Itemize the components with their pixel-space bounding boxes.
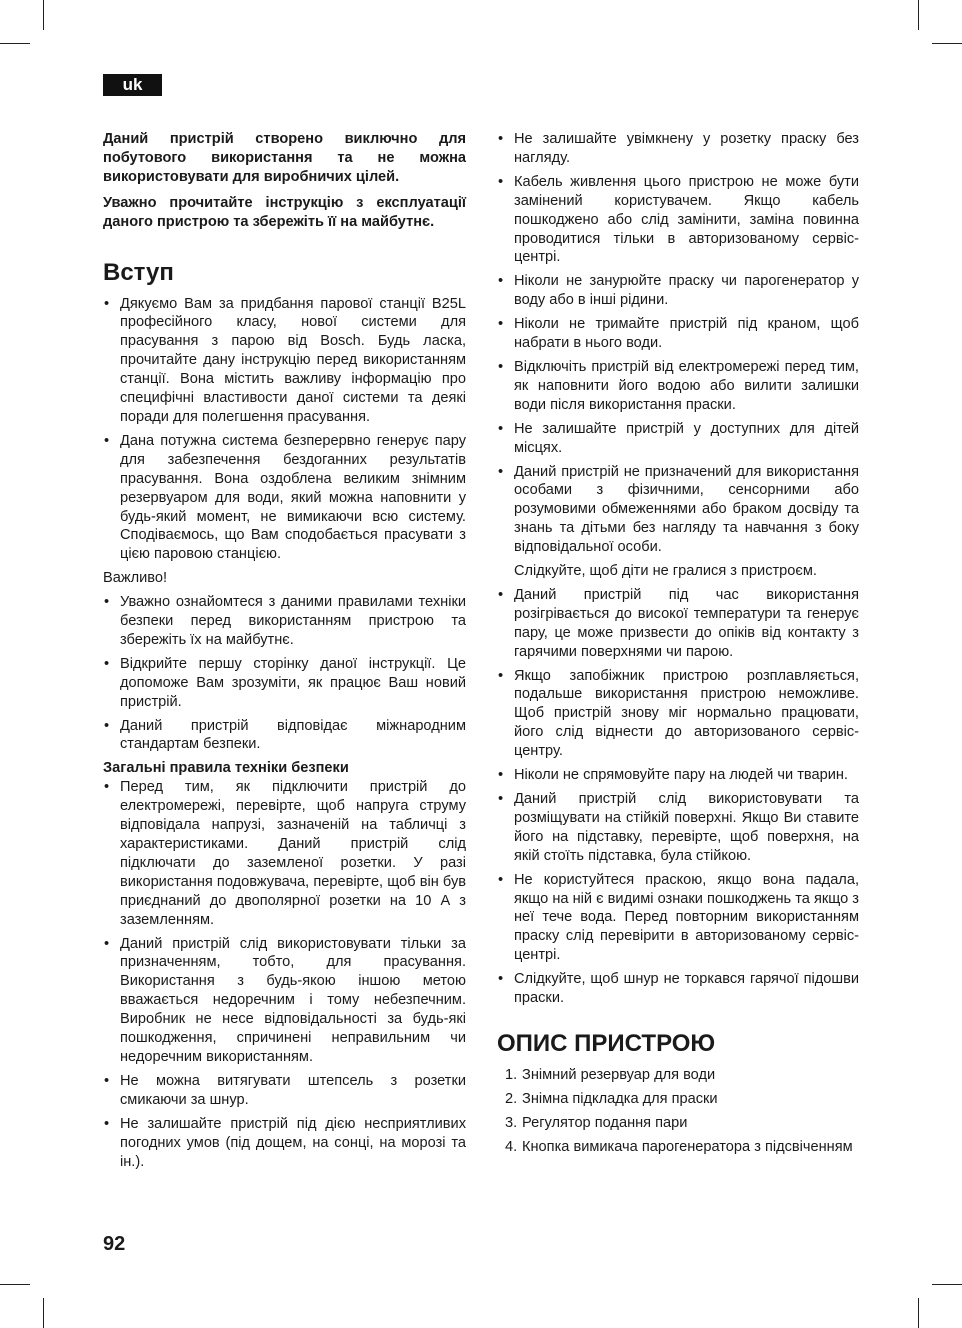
list-item: • Якщо запобіжник пристрою розплавляється, подальше використання пристрою неможливе. Щоб пристрій знову міг нормально працювати, його слід віднести до авторизованого сервіс-центру. <box>497 667 859 762</box>
list-item: • Ніколи не тримайте пристрій під краном, щоб набрати в нього води. <box>497 315 859 353</box>
list-item: • Даний пристрій слід використовувати тільки за призначенням, тобто, для прасування. Використання з будь-якою іншою метою вважається недоречним і тому небезпечним. Виробник не несе відповідальності за будь-які пошкодження, спричинені неправильним чи недоречним використанням. <box>103 935 466 1067</box>
list-item: • Дана потужна система безперервно генерує пару для забезпечення бездоганних результатів прасування. Вона оздоблена великим знімним резервуаром для води, який можна наповнити у будь-який момент, не вимикаючи всю систему. Сподіваємось, що Вам сподобається прасувати з цією паровою станцією. <box>103 432 466 564</box>
item-number: 2. <box>505 1090 518 1107</box>
item-text: Знімна підкладка для праски <box>522 1090 718 1107</box>
page-number: 92 <box>103 1233 126 1255</box>
language-tag: uk <box>103 74 162 96</box>
list-item: • Не можна витягувати штепсель з розетки смикаючи за шнур. <box>103 1072 466 1110</box>
list-item <box>497 1138 859 1157</box>
intro-paragraph-2: Уважно прочитайте інструкцію з експлуатації даного пристрою та збережіть її на майбутнє. <box>103 194 466 230</box>
list-item <box>497 1090 859 1109</box>
list-item: • Уважно ознайомтеся з даними правилами техніки безпеки перед використанням пристрою та збережіть їх на майбутнє. <box>103 593 466 650</box>
item-number: 4. <box>505 1138 518 1155</box>
list-item <box>497 1114 859 1133</box>
safety-heading: Загальні правила техніки безпеки <box>103 760 349 777</box>
item-text: Знімний резервуар для води <box>522 1066 716 1083</box>
device-parts-list <box>497 1066 859 1157</box>
vstup-list <box>103 295 466 565</box>
item-number: 3. <box>505 1114 518 1131</box>
list-item: • Дякуємо Вам за придбання парової станції B25L професійного класу, нової системи для прасування з парою від Bosch. Будь ласка, прочитайте дану інструкцію перед використанням станції. Вона містить важливу інформацію про специфічні властивости даної системи та деякі поради для полегшення прасування. <box>103 295 466 427</box>
list-item: • Не залишайте пристрій під дією несприятливих погодних умов (під дощем, на сонці, на морозі та ін.). <box>103 1115 466 1172</box>
item-text: Регулятор подання пари <box>522 1114 688 1131</box>
section-title-device: ОПИС ПРИСТРОЮ <box>497 1029 716 1057</box>
important-label: Важливо! <box>103 570 168 587</box>
section-title-vstup: Вступ <box>103 258 174 286</box>
list-item <box>497 1066 859 1085</box>
list-item: • Відключіть пристрій від електромережі перед тим, як наповнити його водою або вилити залишки води після використання праски. <box>497 358 859 415</box>
crop-mark-bottom-left-v <box>43 1298 44 1328</box>
list-item: • Кабель живлення цього пристрою не може бути замінений користувачем. Якщо кабель пошкоджено або слід замінити, заміна повинна проводитися тільки в авторизованому сервіс-центрі. <box>497 173 859 268</box>
left-column <box>103 130 466 1176</box>
list-item: • Не користуйтеся праскою, якщо вона падала, якщо на ній є видимі ознаки пошкоджень та якщо з неї тече вода. Перед повторним використанням праску слід перевірити в авторизованому сервіс-центрі. <box>497 871 859 966</box>
list-item: • Даний пристрій під час використання розігрівається до високої температури та генерує пару, це може призвести до опіків від контакту з гарячими поверхнями чи парою. <box>497 586 859 662</box>
list-item: • Ніколи не спрямовуйте пару на людей чи тварин. <box>497 766 859 785</box>
list-item: • Даний пристрій слід використовувати та розміщувати на стійкій поверхні. Якщо Ви ставите його на підставку, перевірте, щоб поверхня, на якій стоїть підставка, була стійкою. <box>497 790 859 866</box>
list-item: • Відкрийте першу сторінку даної інструкції. Це допоможе Вам зрозуміти, як працює Ваш новий пристрій. <box>103 655 466 712</box>
safety-list-right-a <box>497 130 859 557</box>
crop-mark-bottom-left-h <box>0 1284 30 1285</box>
crop-mark-bottom-right-v <box>918 1298 919 1328</box>
list-item: • Перед тим, як підключити пристрій до електромережі, перевірте, щоб напруга струму відповідала напрузі, зазначеній на табличці з характеристиками. Даний пристрій слід підключати до заземленої розетки. У разі використання подовжувача, перевірте, щоб він був приєднаний до двополярної розетки на 10 А з заземленням. <box>103 778 466 929</box>
important-list <box>103 593 466 754</box>
crop-mark-top-left-v <box>43 0 44 30</box>
crop-mark-top-right-v <box>918 0 919 30</box>
crop-mark-top-left-h <box>0 43 30 44</box>
list-item: • Не залишайте увімкнену у розетку праску без нагляду. <box>497 130 859 168</box>
list-item: • Ніколи не занурюйте праску чи парогенератор у воду або в інші рідини. <box>497 272 859 310</box>
safety-list-right-b <box>497 586 859 1008</box>
child-note: Слідкуйте, щоб діти не гралися з пристроєм. <box>514 563 817 580</box>
crop-mark-bottom-right-h <box>932 1284 962 1285</box>
right-column <box>497 130 859 1162</box>
safety-list-left <box>103 778 466 1171</box>
item-number: 1. <box>505 1066 518 1083</box>
item-text: Кнопка вимикача парогенератора з підсвіченням <box>522 1138 853 1155</box>
intro-paragraph-1: Даний пристрій створено виключно для побутового використання та не можна використовувати для виробничих цілей. <box>103 131 466 185</box>
list-item: • Слідкуйте, щоб шнур не торкався гарячої підошви праски. <box>497 970 859 1008</box>
crop-mark-top-right-h <box>932 43 962 44</box>
list-item: • Даний пристрій відповідає міжнародним стандартам безпеки. <box>103 717 466 755</box>
list-item: • Даний пристрій не призначений для використання особами з фізичними, сенсорними або розумовими обмеженнями або браком досвіду та знань та дітьми без нагляду та навчання з боку відповідальної особи. <box>497 463 859 558</box>
list-item: • Не залишайте пристрій у доступних для дітей місцях. <box>497 420 859 458</box>
